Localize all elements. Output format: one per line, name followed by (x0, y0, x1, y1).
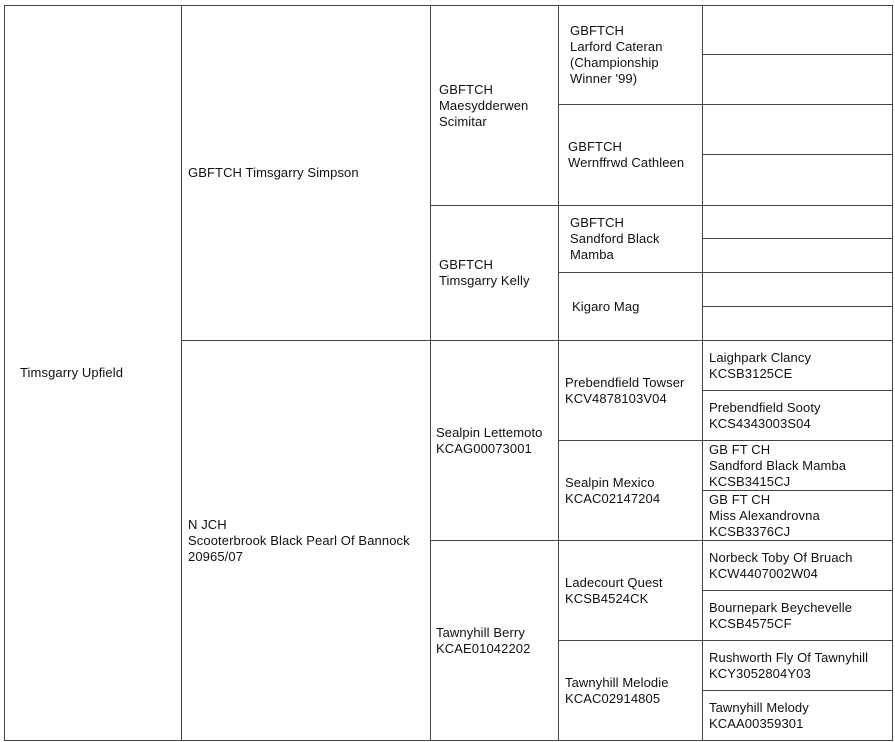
g5-name: Laighpark Clancy KCSB3125CE (709, 349, 812, 381)
subject-cell (5, 6, 181, 740)
g5-cell (703, 641, 892, 690)
ds-sire-name: Prebendfield Towser KCV4878103V04 (565, 374, 685, 406)
dam-cell (182, 341, 430, 740)
ds-dam-name: Sealpin Mexico KCAC02147204 (565, 474, 661, 506)
sire-dam-cell (431, 206, 558, 340)
row-divider-g5-a (702, 54, 893, 55)
g5-name: Tawnyhill Melody KCAA00359301 (709, 699, 809, 731)
table-border-right (892, 5, 893, 741)
g5-cell (703, 391, 892, 440)
g5-name: Prebendfield Sooty KCS4343003S04 (709, 399, 821, 431)
g5-cell (703, 691, 892, 740)
dam-name: N JCH Scooterbrook Black Pearl Of Bannock 20965/07 (188, 516, 410, 564)
ss-dam-name: GBFTCH Wernffrwd Cathleen (568, 139, 685, 170)
ss-sire-cell (559, 6, 702, 104)
sd-dam-name: Kigaro Mag (572, 298, 640, 314)
dd-sire-cell (559, 541, 702, 640)
ds-dam-cell (559, 441, 702, 540)
dam-dam-name: Tawnyhill Berry KCAE01042202 (436, 624, 531, 656)
g5-name: GB FT CH Miss Alexandrovna KCSB3376CJ (709, 491, 820, 539)
dam-dam-cell (431, 541, 558, 740)
row-divider-g5-d (702, 306, 893, 307)
sd-sire-name: GBFTCH Sandford Black Mamba (570, 215, 660, 262)
table-border-bottom (4, 740, 893, 741)
g5-cell (703, 491, 892, 540)
subject-name: Timsgarry Upfield (20, 365, 124, 380)
g5-cell (703, 341, 892, 390)
g5-name: Bournepark Beychevelle KCSB4575CF (709, 599, 853, 631)
g5-name: Rushworth Fly Of Tawnyhill KCY3052804Y03 (709, 649, 869, 681)
dam-sire-cell (431, 341, 558, 540)
dd-sire-name: Ladecourt Quest KCSB4524CK (565, 574, 663, 606)
sire-sire-name: GBFTCH Maesydderwen Scimitar (439, 81, 529, 129)
sire-dam-name: GBFTCH Timsgarry Kelly (439, 257, 530, 288)
sd-dam-cell (559, 273, 702, 340)
sire-sire-cell (431, 6, 558, 205)
g5-cell (703, 591, 892, 640)
g5-name: GB FT CH Sandford Black Mamba KCSB3415CJ (709, 441, 847, 489)
sd-sire-cell (559, 206, 702, 272)
row-divider-g5-c (702, 238, 893, 239)
dd-dam-cell (559, 641, 702, 740)
sire-name: GBFTCH Timsgarry Simpson (188, 165, 359, 180)
ds-sire-cell (559, 341, 702, 440)
row-divider-g5-b (702, 154, 893, 155)
dd-dam-name: Tawnyhill Melodie KCAC02914805 (565, 674, 669, 706)
g5-cell (703, 441, 892, 490)
ss-dam-cell (559, 105, 702, 205)
g5-name: Norbeck Toby Of Bruach KCW4407002W04 (709, 549, 853, 581)
g5-cell (703, 541, 892, 590)
ss-sire-name: GBFTCH Larford Cateran (Championship Winner '99) (570, 23, 663, 86)
sire-cell (182, 6, 430, 340)
dam-sire-name: Sealpin Lettemoto KCAG00073001 (436, 424, 543, 456)
